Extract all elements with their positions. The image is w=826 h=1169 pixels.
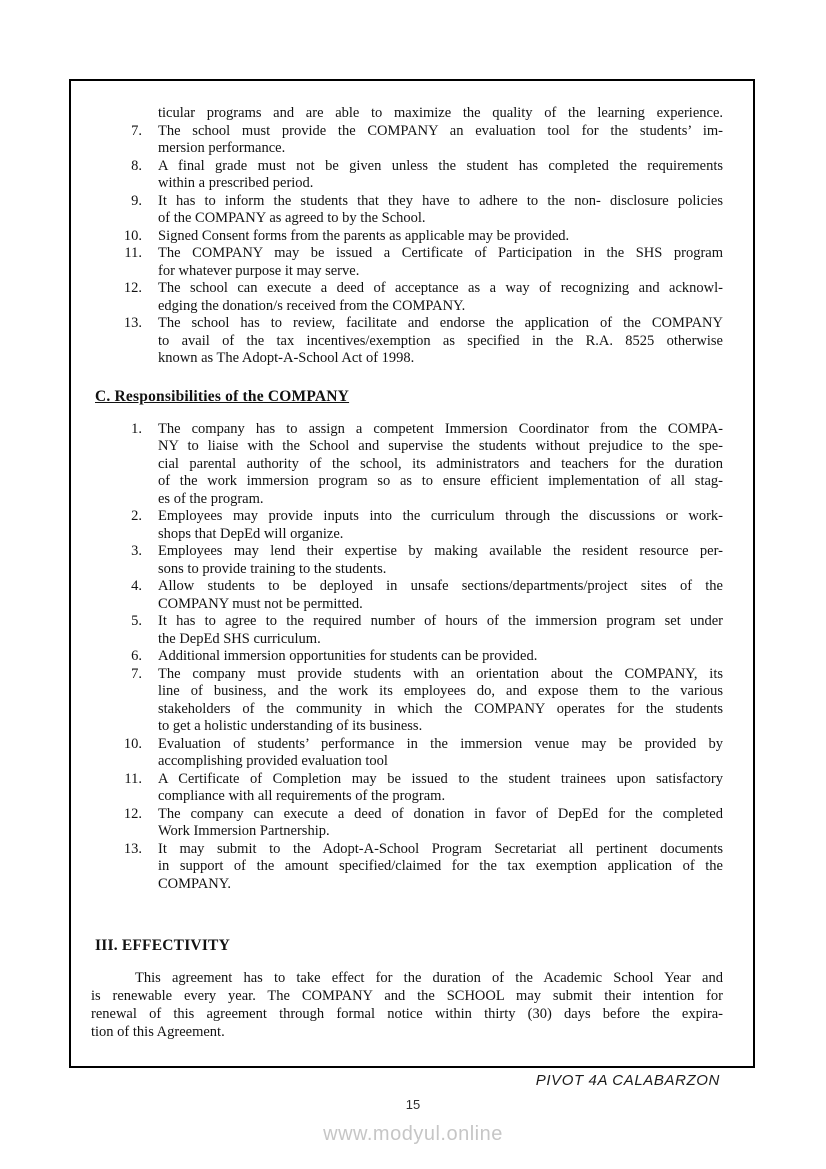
text-line: of the COMPANY as agreed to by the School. <box>158 210 426 226</box>
list-item-number: 2. <box>131 508 142 524</box>
text-line: is renewable every year. The COMPANY and the SCHOOL may submit their intention for <box>91 988 723 1004</box>
text-line: Additional immersion opportunities for students can be provided. <box>158 648 538 664</box>
school-responsibilities-list <box>123 123 753 368</box>
list-item-text <box>158 613 723 648</box>
list-item-number: 7. <box>131 665 142 682</box>
list-item-number: 6. <box>131 648 142 664</box>
list-item-text <box>158 508 723 543</box>
text-line: the DepEd SHS curriculum. <box>158 630 321 647</box>
list-item-text <box>158 648 723 666</box>
list-item-number: 4. <box>131 578 142 594</box>
footer-brand: PIVOT 4A CALABARZON <box>535 1072 720 1089</box>
text-line: The school has to review, facilitate and endorse the application of the COMPANY <box>158 315 723 331</box>
list-item-text <box>158 158 723 193</box>
list-item <box>123 245 753 280</box>
list-item-number: 9. <box>131 192 142 209</box>
list-item <box>123 315 753 368</box>
text-line: Work Immersion Partnership. <box>158 823 330 839</box>
text-line: COMPANY. <box>158 875 231 892</box>
text-line: renewal of this agreement through formal notice within thirty (30) days before the expira- <box>91 1006 723 1022</box>
text-line: es of the program. <box>158 490 264 507</box>
text-line: Signed Consent forms from the parents as applicable may be provided. <box>158 227 570 244</box>
text-line: Allow students to be deployed in unsafe sections/departments/project sites of the <box>158 578 723 594</box>
document-content <box>71 81 753 1041</box>
text-line: sons to provide training to the students. <box>158 560 387 577</box>
list-item-text <box>158 193 723 228</box>
list-item-text <box>158 806 723 841</box>
list-item <box>123 543 753 578</box>
list-item-number: 12. <box>123 280 142 296</box>
text-line: The company must provide students with an orientation about the COMPANY, its <box>158 665 723 682</box>
text-line: of the work immersion program so as to ensure efficient implementation of all stag- <box>158 473 723 489</box>
text-line: accomplishing provided evaluation tool <box>158 753 388 769</box>
list-item-text <box>158 771 723 806</box>
list-item <box>123 666 753 736</box>
text-line: within a prescribed period. <box>158 175 314 191</box>
list-item-number: 13. <box>123 315 142 331</box>
list-item <box>123 228 753 246</box>
list-item-number: 7. <box>131 122 142 139</box>
list-item-number: 10. <box>123 735 142 752</box>
list-item-number: 5. <box>131 613 142 629</box>
list-item <box>123 193 753 228</box>
list-item <box>123 158 753 193</box>
text-line: to get a holistic understanding of its business. <box>158 718 423 734</box>
list-item <box>123 771 753 806</box>
text-line: stakeholders of the community in which the COMPANY operates for the students <box>158 700 723 717</box>
list-item-text <box>158 578 723 613</box>
text-line: line of business, and the work its employees do, and expose them to the various <box>158 683 723 699</box>
document-border-frame <box>69 79 755 1068</box>
list-item-number: 13. <box>123 840 142 857</box>
list-item <box>123 806 753 841</box>
text-line: to avail of the tax incentives/exemption as specified in the R.A. 8525 otherwise <box>158 332 723 349</box>
list-item-text <box>158 280 723 315</box>
list-item <box>123 613 753 648</box>
effectivity-paragraph <box>91 969 723 1041</box>
list-item <box>123 736 753 771</box>
text-line: mersion performance. <box>158 140 286 156</box>
list-item-text <box>158 123 723 158</box>
list-item-number: 11. <box>124 245 142 261</box>
list-item-text <box>158 228 723 246</box>
text-line: The company has to assign a competent Immersion Coordinator from the COMPA- <box>158 420 723 437</box>
list-item-number: 3. <box>131 543 142 559</box>
text-line: It has to agree to the required number of hours of the immersion program set under <box>158 613 723 629</box>
list-item <box>123 841 753 894</box>
company-responsibilities-list <box>123 421 753 894</box>
list-item-text <box>158 666 723 736</box>
text-line: The company can execute a deed of donation in favor of DepEd for the completed <box>158 805 723 822</box>
text-line: NY to liaise with the School and supervise the students without prejudice to the spe- <box>158 438 723 454</box>
text-line: Employees may provide inputs into the curriculum through the discussions or work- <box>158 508 723 524</box>
list-item-text <box>158 245 723 280</box>
list-item <box>123 421 753 509</box>
text-line: It has to inform the students that they have to adhere to the non- disclosure policies <box>158 192 723 209</box>
page-number: 15 <box>405 1097 421 1112</box>
text-line: Evaluation of students’ performance in the immersion venue may be provided by <box>158 735 723 752</box>
text-line: The school must provide the COMPANY an evaluation tool for the students’ im- <box>158 122 723 139</box>
list-item <box>123 578 753 613</box>
list-item-text <box>158 841 723 894</box>
list-item-number: 8. <box>131 157 142 174</box>
text-line: tion of this Agreement. <box>91 1024 225 1040</box>
list-item-number: 11. <box>124 770 142 787</box>
section-c-heading: C. Responsibilities of the COMPANY <box>95 387 350 405</box>
text-line: The school can execute a deed of acceptance as a way of recognizing and acknowl- <box>158 280 723 296</box>
text-line: A Certificate of Completion may be issued to the student trainees upon satisfactory <box>158 770 723 787</box>
text-line: known as The Adopt-A-School Act of 1998. <box>158 350 415 366</box>
list-item-number: 12. <box>123 805 142 822</box>
text-line: for whatever purpose it may serve. <box>158 262 360 279</box>
section-iii-heading: III. EFFECTIVITY <box>95 937 230 954</box>
text-line: edging the donation/s received from the COMPANY. <box>158 297 466 314</box>
text-line: compliance with all requirements of the program. <box>158 788 446 804</box>
text-line: COMPANY must not be permitted. <box>158 595 363 612</box>
list-item <box>123 280 753 315</box>
watermark: www.modyul.online <box>323 1123 503 1145</box>
list-item-number: 10. <box>123 227 142 244</box>
list-item-text <box>158 543 723 578</box>
paragraph-continuation-line: ticular programs and are able to maximize the quality of the learning experience. <box>158 105 723 121</box>
text-line: It may submit to the Adopt-A-School Program Secretariat all pertinent documents <box>158 840 723 857</box>
list-item-number: 1. <box>131 420 142 437</box>
list-item-text <box>158 315 723 368</box>
text-line: cial parental authority of the school, its administrators and teachers for the duration <box>158 455 723 472</box>
text-line: shops that DepEd will organize. <box>158 525 344 542</box>
text-line: This agreement has to take effect for the duration of the Academic School Year and <box>135 970 723 986</box>
list-item <box>123 648 753 666</box>
text-line: in support of the amount specified/claimed for the tax exemption application of the <box>158 858 723 874</box>
list-item <box>123 508 753 543</box>
list-item-text <box>158 421 723 509</box>
text-line: A final grade must not be given unless the student has completed the requirements <box>158 157 723 174</box>
text-line: Employees may lend their expertise by making available the resident resource per- <box>158 543 723 559</box>
list-item-text <box>158 736 723 771</box>
text-line: The COMPANY may be issued a Certificate of Participation in the SHS program <box>158 245 723 261</box>
list-item <box>123 123 753 158</box>
